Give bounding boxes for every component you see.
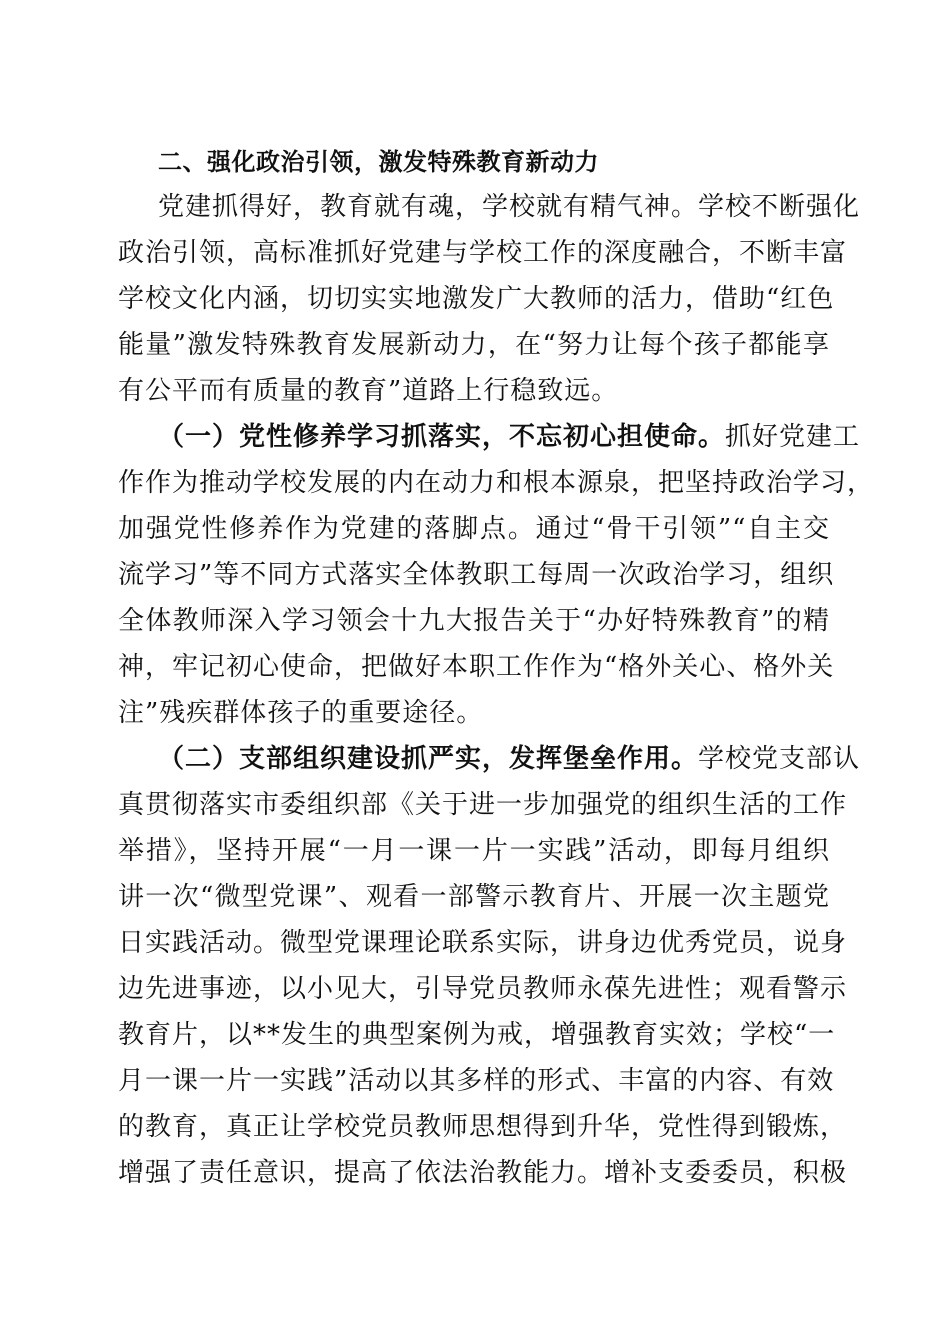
paragraph-branch-building (118, 736, 861, 1196)
paragraph-intro (118, 184, 861, 414)
text-line: 举措》，坚持开展“一月一课一片一实践”活动，即每月组织 (118, 836, 830, 866)
text-line: 增强了责任意识，提高了依法治教能力。增补支委委员，积极 (118, 1158, 848, 1188)
text-line: 党建抓得好，教育就有魂，学校就有精气神。学校不断强化 (158, 192, 861, 222)
text-line: 学校文化内涵，切切实实地激发广大教师的活力，借助“红色 (118, 284, 835, 314)
text-line: 月一课一片一实践”活动以其多样的形式、丰富的内容、有效 (118, 1066, 835, 1096)
text-line: 日实践活动。微型党课理论联系实际，讲身边优秀党员，说身 (118, 928, 848, 958)
text-line: 的教育，真正让学校党员教师思想得到升华，党性得到锻炼， (118, 1112, 848, 1142)
text-line: 加强党性修养作为党建的落脚点。通过“骨干引领”“自主交 (118, 514, 830, 544)
subsection-title: （一）党性修养学习抓落实，不忘初心担使命。 (158, 422, 726, 452)
text-line: 政治引领，高标准抓好党建与学校工作的深度融合，不断丰富 (118, 238, 848, 268)
text-line (118, 414, 861, 460)
text-line: 真贯彻落实市委组织部《关于进一步加强党的组织生活的工作 (118, 790, 848, 820)
text-run: 学校党支部认 (698, 744, 861, 774)
text-line: 讲一次“微型党课”、观看一部警示教育片、开展一次主题党 (118, 882, 830, 912)
text-line: 能量”激发特殊教育发展新动力，在“努力让每个孩子都能享 (118, 330, 830, 360)
section-heading: 二、强化政治引领，激发特殊教育新动力 (158, 148, 599, 176)
paragraph-party-study (118, 414, 875, 736)
text-line: 作作为推动学校发展的内在动力和根本源泉，把坚持政治学习， (118, 468, 875, 498)
subsection-title: （二）支部组织建设抓严实，发挥堡垒作用。 (158, 744, 699, 774)
text-line: 注”残疾群体孩子的重要途径。 (118, 698, 484, 728)
text-run: 抓好党建工 (725, 422, 861, 452)
text-line: 边先进事迹，以小见大，引导党员教师永葆先进性；观看警示 (118, 974, 848, 1004)
text-line (118, 736, 861, 782)
text-line: 全体教师深入学习领会十九大报告关于“办好特殊教育”的精 (118, 606, 830, 636)
text-line: 神，牢记初心使命，把做好本职工作作为“格外关心、格外关 (118, 652, 835, 682)
text-line: 有公平而有质量的教育”道路上行稳致远。 (118, 376, 619, 406)
text-line: 教育片，以**发生的典型案例为戒，增强教育实效；学校“一 (118, 1020, 836, 1050)
text-line: 流学习”等不同方式落实全体教职工每周一次政治学习，组织 (118, 560, 835, 590)
document-body (118, 140, 875, 1196)
